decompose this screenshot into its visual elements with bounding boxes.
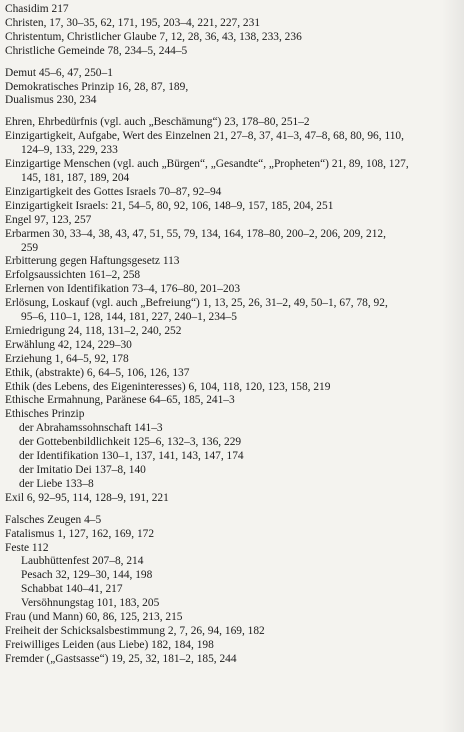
index-entry: Feste 112 [5, 541, 49, 554]
index-subentry: Laubhüttenfest 207–8, 214 [21, 555, 144, 568]
index-entry: Freiwilliges Leiden (aus Liebe) 182, 184, 198 [5, 638, 214, 651]
index-subentry: der Liebe 133–8 [19, 477, 94, 490]
index-subentry: Versöhnungstag 101, 183, 205 [21, 597, 160, 610]
index-entry: Engel 97, 123, 257 [5, 213, 92, 226]
index-entry: Erziehung 1, 64–5, 92, 178 [5, 352, 129, 365]
index-entry-continuation: 259 [21, 241, 39, 254]
index-entry: Ethik, (abstrakte) 6, 64–5, 106, 126, 137 [5, 366, 190, 379]
index-entry: Ethische Ermahnung, Paränese 64–65, 185, 241–3 [5, 394, 235, 407]
index-list [5, 3, 434, 667]
facing-page-edge [442, 0, 464, 732]
index-entry: Chasidim 217 [5, 3, 69, 15]
group-gap [5, 506, 434, 514]
index-entry: Falsches Zeugen 4–5 [5, 513, 102, 526]
index-entry: Freiheit der Schicksalsbestimmung 2, 7, 26, 94, 169, 182 [5, 624, 265, 637]
index-entry: Demut 45–6, 47, 250–1 [5, 66, 113, 79]
index-entry: Exil 6, 92–95, 114, 128–9, 191, 221 [5, 491, 169, 504]
index-entry: Ethik (des Lebens, des Eigeninteresses) 6, 104, 118, 120, 123, 158, 219 [5, 380, 331, 393]
index-entry-continuation: 124–9, 133, 229, 233 [21, 144, 118, 157]
index-entry: Erlösung, Loskauf (vgl. auch „Befreiung“) 1, 13, 25, 26, 31–2, 49, 50–1, 67, 78, 92, [5, 297, 388, 310]
index-entry: Frau (und Mann) 60, 86, 125, 213, 215 [5, 611, 183, 624]
index-entry: Einzigartige Menschen (vgl. auch „Bürgen“, „Gesandte“, „Propheten“) 21, 89, 108, 127, [5, 158, 409, 171]
index-entry-continuation: 95–6, 110–1, 128, 144, 181, 227, 240–1, 234–5 [21, 311, 237, 324]
index-entry: Erwählung 42, 124, 229–30 [5, 338, 132, 351]
index-subentry: Pesach 32, 129–30, 144, 198 [21, 569, 153, 582]
index-entry: Einzigartigkeit des Gottes Israels 70–87, 92–94 [5, 185, 222, 198]
index-entry: Dualismus 230, 234 [5, 94, 97, 107]
group-gap [5, 59, 434, 67]
group-gap [5, 108, 434, 116]
index-entry: Erlernen von Identifikation 73–4, 176–80, 201–203 [5, 283, 241, 296]
index-entry: Erniedrigung 24, 118, 131–2, 240, 252 [5, 324, 182, 337]
index-subentry: der Abrahamssohnschaft 141–3 [19, 422, 163, 435]
index-subentry: der Identifikation 130–1, 137, 141, 143, 147, 174 [19, 450, 244, 463]
index-entry: Christentum, Christlicher Glaube 7, 12, 28, 36, 43, 138, 233, 236 [5, 30, 302, 43]
index-entry: Ehren, Ehrbedürfnis (vgl. auch „Beschämung“) 23, 178–80, 251–2 [5, 116, 310, 129]
index-entry-continuation: 145, 181, 187, 189, 204 [21, 171, 130, 184]
index-entry: Erbarmen 30, 33–4, 38, 43, 47, 51, 55, 79, 134, 164, 178–80, 200–2, 206, 209, 212, [5, 227, 386, 240]
index-subentry: Schabbat 140–41, 217 [21, 583, 123, 596]
index-entry: Erbitterung gegen Haftungsgesetz 113 [5, 255, 180, 268]
index-entry: Erfolgsaussichten 161–2, 258 [5, 269, 141, 282]
index-entry: Einzigartigkeit Israels: 21, 54–5, 80, 92, 106, 148–9, 157, 185, 204, 251 [5, 199, 334, 212]
index-entry: Einzigartigkeit, Aufgabe, Wert des Einzelnen 21, 27–8, 37, 41–3, 47–8, 68, 80, 96, 110, [5, 130, 404, 143]
index-entry: Demokratisches Prinzip 16, 28, 87, 189, [5, 80, 189, 93]
index-entry: Ethisches Prinzip [5, 408, 85, 421]
index-entry: Fremder („Gastsasse“) 19, 25, 32, 181–2, 185, 244 [5, 652, 237, 665]
index-subentry: der Gottebenbildlichkeit 125–6, 132–3, 136, 229 [19, 436, 242, 449]
index-entry: Christliche Gemeinde 78, 234–5, 244–5 [5, 44, 188, 57]
index-subentry: der Imitatio Dei 137–8, 140 [19, 464, 146, 476]
index-entry: Christen, 17, 30–35, 62, 171, 195, 203–4, 221, 227, 231 [5, 16, 261, 29]
index-entry: Fatalismus 1, 127, 162, 169, 172 [5, 527, 155, 540]
